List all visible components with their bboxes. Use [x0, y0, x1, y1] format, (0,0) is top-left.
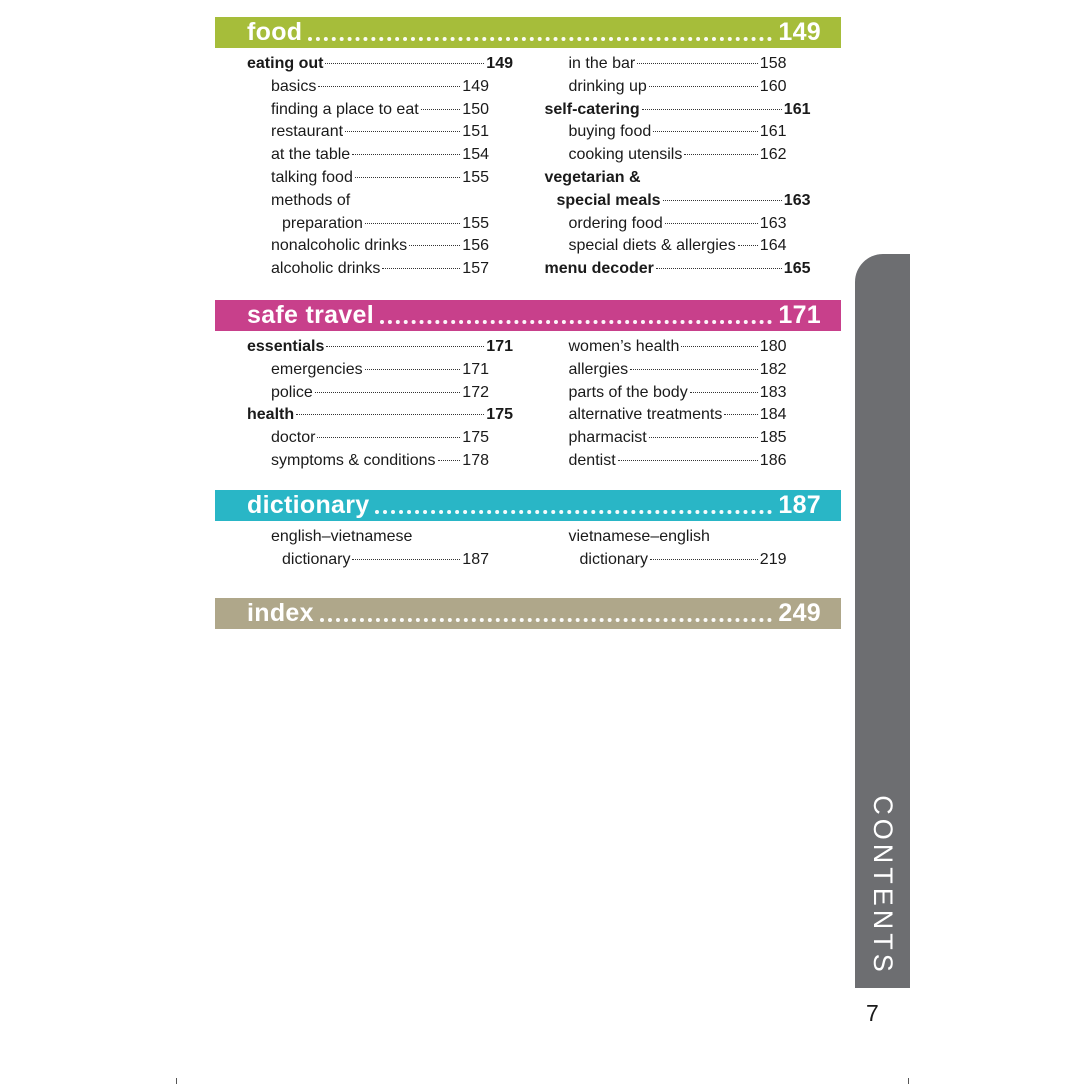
entry-title: basics — [271, 77, 317, 95]
entry-title: women’s health — [568, 338, 680, 355]
toc-entry[interactable] — [247, 336, 513, 359]
entry-title: in the bar — [568, 55, 636, 72]
entry-page: 158 — [759, 55, 787, 72]
entry-title: at the table — [271, 146, 351, 164]
entry-title: symptoms & conditions — [271, 451, 436, 469]
entry-page: 161 — [783, 100, 811, 118]
entry-page: 155 — [462, 214, 489, 232]
toc-entry[interactable] — [545, 359, 787, 382]
dot-leader — [308, 37, 772, 41]
dot-leader — [650, 559, 758, 560]
toc-entry[interactable] — [247, 121, 489, 144]
section-page: 187 — [778, 491, 821, 519]
entry-title: methods of — [271, 191, 351, 209]
entry-title: special diets & allergies — [568, 237, 736, 255]
entry-title: health — [247, 406, 295, 424]
entry-page: 187 — [462, 550, 489, 568]
dot-leader — [656, 268, 782, 269]
entry-page: 180 — [759, 338, 787, 355]
entry-title: essentials — [247, 338, 325, 355]
entry-title: buying food — [568, 123, 652, 141]
toc-entry[interactable] — [247, 167, 489, 190]
entry-title: preparation — [282, 214, 363, 232]
entry-title: dictionary — [579, 550, 648, 568]
entry-page: 151 — [462, 123, 489, 141]
dot-leader — [382, 268, 460, 269]
dot-leader — [649, 437, 758, 438]
entry-title: allergies — [568, 360, 629, 378]
toc-entry[interactable] — [545, 382, 787, 405]
section-title: dictionary — [247, 491, 370, 519]
dot-leader — [380, 320, 772, 324]
toc-column-right — [545, 526, 842, 572]
entry-page: 163 — [759, 214, 787, 232]
entry-title: doctor — [271, 429, 316, 447]
contents-tab-label — [855, 795, 910, 975]
entry-page: 172 — [462, 383, 489, 401]
toc-entry[interactable] — [545, 549, 787, 572]
entry-page: 184 — [759, 406, 787, 424]
section-header-dictionary[interactable] — [215, 490, 841, 521]
toc-column-left — [247, 526, 544, 572]
entry-page: 165 — [783, 260, 811, 278]
entry-title: police — [271, 383, 313, 401]
toc-column-right — [545, 53, 842, 281]
entry-page: 186 — [759, 451, 787, 469]
toc-entry[interactable] — [247, 144, 489, 167]
entry-page: 149 — [486, 55, 513, 72]
dot-leader — [375, 510, 772, 514]
entry-title: nonalcoholic drinks — [271, 237, 408, 255]
dot-leader — [315, 392, 460, 393]
toc-column-left — [247, 336, 544, 473]
entry-title: emergencies — [271, 360, 363, 378]
entry-title: ordering food — [568, 214, 663, 232]
crop-mark — [908, 1078, 909, 1084]
toc-entry[interactable] — [545, 190, 811, 213]
dot-leader — [630, 369, 758, 370]
dot-leader — [618, 460, 758, 461]
dot-leader — [320, 618, 773, 622]
entry-title: self-catering — [544, 100, 640, 118]
dot-leader — [352, 559, 460, 560]
dot-leader — [345, 131, 460, 132]
toc-entry[interactable] — [545, 235, 787, 258]
entry-page: 171 — [486, 338, 513, 355]
entry-page: 155 — [462, 168, 489, 186]
entry-page: 163 — [783, 191, 811, 209]
dot-leader — [724, 414, 757, 415]
entry-page: 182 — [759, 360, 787, 378]
toc-entry[interactable] — [545, 167, 811, 190]
entry-title: talking food — [271, 168, 353, 186]
section-title: safe travel — [247, 301, 374, 329]
dot-leader — [649, 86, 758, 87]
toc-entry[interactable] — [247, 190, 489, 213]
dot-leader — [642, 109, 782, 110]
toc-entry[interactable] — [247, 427, 489, 450]
dot-leader — [409, 245, 460, 246]
section-title: index — [247, 599, 314, 627]
dot-leader — [665, 223, 758, 224]
toc-entry[interactable] — [247, 404, 513, 427]
entry-page: 149 — [462, 77, 489, 95]
dot-leader — [690, 392, 758, 393]
toc-entry[interactable] — [247, 213, 489, 236]
dot-leader — [738, 245, 758, 246]
entry-title: dictionary — [282, 550, 351, 568]
dot-leader — [352, 154, 460, 155]
dot-leader — [325, 63, 484, 64]
toc-entry[interactable] — [545, 336, 787, 359]
contents-tab-text: CONTENTS — [868, 794, 898, 976]
entry-title: menu decoder — [544, 260, 654, 278]
section-dictionary — [215, 490, 841, 572]
toc-entry[interactable] — [247, 549, 489, 572]
toc-entry[interactable] — [545, 526, 787, 549]
entry-page: 162 — [759, 146, 787, 164]
toc-entry[interactable] — [247, 258, 489, 281]
section-header-safe-travel[interactable] — [215, 300, 841, 331]
entry-page: 175 — [486, 406, 513, 424]
section-index — [215, 598, 841, 629]
section-safe-travel — [215, 300, 841, 473]
crop-mark — [176, 1078, 177, 1084]
toc-entry[interactable] — [545, 53, 787, 76]
section-food — [215, 17, 841, 281]
section-header-food[interactable] — [215, 17, 841, 48]
dot-leader — [318, 86, 460, 87]
toc-entry[interactable] — [247, 235, 489, 258]
dot-leader — [684, 154, 757, 155]
page-number: 7 — [866, 1000, 879, 1026]
entry-title: vietnamese–english — [568, 528, 710, 545]
entry-page: 157 — [462, 260, 489, 278]
toc-column-left — [247, 53, 544, 281]
dot-leader — [365, 223, 460, 224]
entry-title: restaurant — [271, 123, 344, 141]
dot-leader — [663, 200, 782, 201]
dot-leader — [653, 131, 758, 132]
toc-entry[interactable] — [545, 258, 811, 281]
toc-entry[interactable] — [247, 53, 513, 76]
dot-leader — [355, 177, 460, 178]
entry-page: 150 — [462, 100, 489, 118]
entry-title: english–vietnamese — [271, 528, 413, 545]
toc-entry[interactable] — [247, 99, 489, 122]
entry-title: pharmacist — [568, 429, 647, 447]
entry-page: 175 — [462, 429, 489, 447]
section-page: 171 — [778, 301, 821, 329]
entry-title: vegetarian & — [544, 168, 641, 186]
toc-entry[interactable] — [247, 359, 489, 382]
toc-entry[interactable] — [545, 144, 787, 167]
toc-entry[interactable] — [545, 76, 787, 99]
toc-entry[interactable] — [247, 76, 489, 99]
entry-title: cooking utensils — [568, 146, 683, 164]
dot-leader — [365, 369, 461, 370]
toc-entry[interactable] — [247, 526, 489, 549]
entry-page: 160 — [759, 77, 787, 95]
dot-leader — [317, 437, 460, 438]
dot-leader — [637, 63, 758, 64]
entry-page: 219 — [759, 550, 787, 568]
entry-page: 171 — [462, 360, 489, 378]
entry-page: 183 — [759, 383, 787, 401]
toc-entry[interactable] — [545, 213, 787, 236]
toc-entry[interactable] — [247, 382, 489, 405]
toc-column-right — [545, 336, 842, 473]
toc-entry[interactable] — [545, 99, 811, 122]
section-page: 249 — [778, 599, 821, 627]
entry-title: parts of the body — [568, 383, 688, 401]
dot-leader — [421, 109, 461, 110]
entry-page: 154 — [462, 146, 489, 164]
entry-title: alternative treatments — [568, 406, 723, 424]
dot-leader — [296, 414, 484, 415]
dot-leader — [438, 460, 461, 461]
entry-page: 161 — [759, 123, 787, 141]
entry-page: 164 — [759, 237, 787, 255]
section-title: food — [247, 18, 303, 46]
dot-leader — [681, 346, 757, 347]
toc-entry[interactable] — [545, 427, 787, 450]
section-page: 149 — [778, 18, 821, 46]
entry-title: drinking up — [568, 77, 647, 95]
toc-entry[interactable] — [247, 450, 489, 473]
entry-page: 178 — [462, 451, 489, 469]
entry-page: 156 — [462, 237, 489, 255]
entry-title: dentist — [568, 451, 616, 469]
entry-title: eating out — [247, 55, 324, 72]
section-header-index[interactable] — [215, 598, 841, 629]
toc-entry[interactable] — [545, 121, 787, 144]
entry-title: finding a place to eat — [271, 100, 419, 118]
toc-entry[interactable] — [545, 450, 787, 473]
dot-leader — [326, 346, 484, 347]
toc-entry[interactable] — [545, 404, 787, 427]
entry-page: 185 — [759, 429, 787, 447]
entry-title: special meals — [556, 191, 661, 209]
entry-title: alcoholic drinks — [271, 260, 381, 278]
